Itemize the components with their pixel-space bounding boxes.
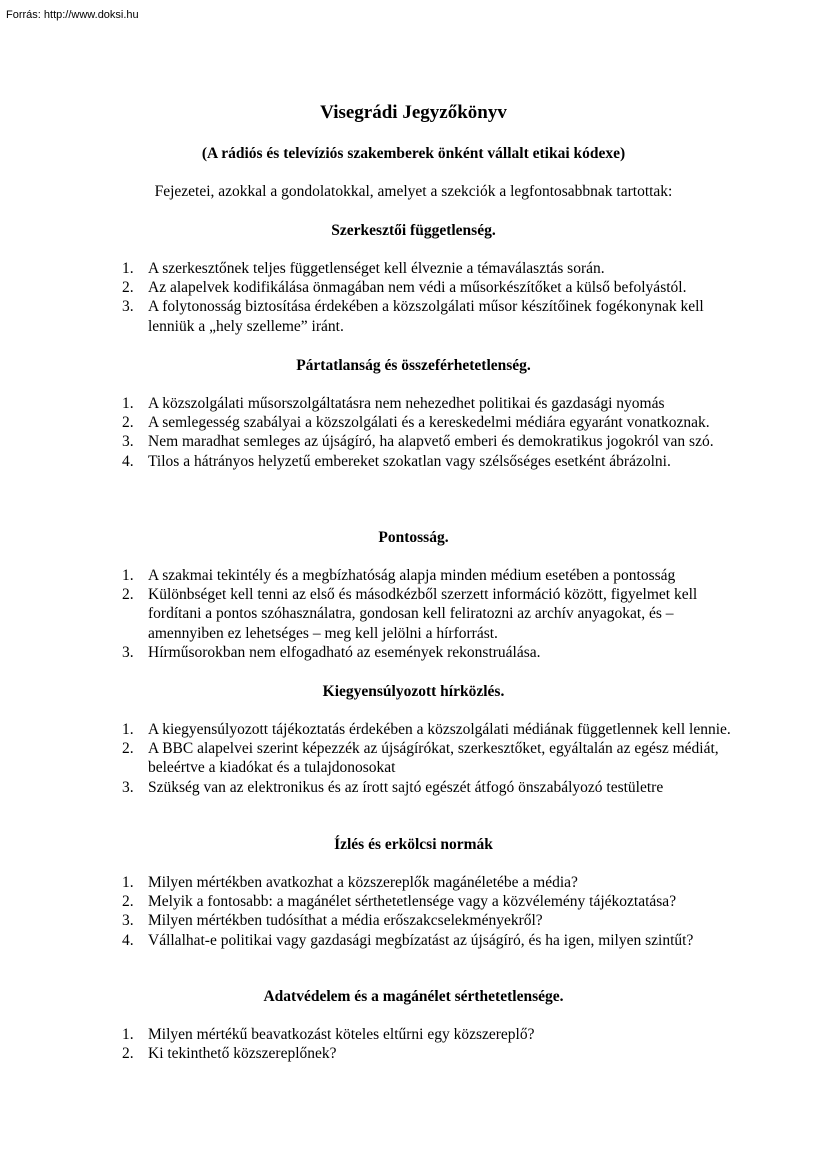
list-item <box>0 911 827 930</box>
item-number: 2. <box>122 586 134 604</box>
item-text: A semlegesség szabályai a közszolgálati és a kereskedelmi médiára egyaránt vonatkoznak. <box>148 414 710 432</box>
item-text: Tilos a hátrányos helyzetű embereket szokatlan vagy szélsőséges esetként ábrázolni. <box>148 452 671 470</box>
numbered-list <box>0 394 827 471</box>
list-item <box>0 452 827 471</box>
item-text: Hírműsorokban nem elfogadható az események rekonstruálása. <box>148 643 541 661</box>
section-impartiality <box>0 356 827 470</box>
item-number: 2. <box>122 414 134 432</box>
item-number: 1. <box>122 260 134 277</box>
list-item <box>0 643 827 662</box>
list-item <box>0 259 827 278</box>
list-item <box>0 432 827 451</box>
item-text: Vállalhat-e politikai vagy gazdasági megbízatást az újságíró, és ha igen, milyen szintűt? <box>148 931 694 949</box>
section-heading: Pártatlanság és összeférhetetlenség. <box>296 357 531 374</box>
item-text: A szerkesztőnek teljes függetlenséget kell élveznie a témaválasztás során. <box>148 260 605 277</box>
item-number: 3. <box>122 643 134 661</box>
numbered-list <box>0 259 827 336</box>
item-number: 1. <box>122 874 134 891</box>
intro-paragraph: Fejezetei, azokkal a gondolatokkal, amelyet a szekciók a legfontosabbnak tartottak: <box>154 183 673 200</box>
item-number: 3. <box>122 912 134 930</box>
item-number: 3. <box>122 298 134 316</box>
list-item <box>0 278 827 297</box>
numbered-list <box>0 720 827 797</box>
item-text: Különbséget kell tenni az első és másodkézből szerzett információ között, figyelmet kell fordítani a pontos szóhasználatra, gondosan kell feliratozni az archív anyagokat, és – amennyiben ez lehetséges – meg kell jelölni a hírforrást. <box>148 586 698 642</box>
section-heading: Ízlés és erkölcsi normák <box>334 836 493 853</box>
item-number: 4. <box>122 452 134 470</box>
item-number: 2. <box>122 893 134 911</box>
item-number: 3. <box>122 778 134 796</box>
section-taste-and-morals <box>0 835 827 949</box>
list-item <box>0 394 827 413</box>
list-item <box>0 720 827 739</box>
item-number: 2. <box>122 740 134 758</box>
list-item <box>0 873 827 892</box>
item-text: Az alapelvek kodifikálása önmagában nem védi a műsorkészítőket a külső befolyástól. <box>148 279 687 297</box>
numbered-list <box>0 1025 827 1063</box>
item-number: 1. <box>122 567 134 584</box>
list-item <box>0 778 827 797</box>
list-item <box>0 892 827 911</box>
section-privacy <box>0 987 827 1063</box>
item-text: A BBC alapelvei szerint képezzék az újságírókat, szerkesztőket, egyáltalán az egész médiát, beleértve a kiadókat és a tulajdonosokat <box>148 740 719 777</box>
item-text: Nem maradhat semleges az újságíró, ha alapvető emberi és demokratikus jogokról van szó. <box>148 433 714 451</box>
item-number: 1. <box>122 1026 134 1043</box>
item-number: 3. <box>122 433 134 451</box>
section-accuracy <box>0 528 827 661</box>
section-heading: Pontosság. <box>378 529 449 546</box>
source-url: Forrás: http://www.doksi.hu <box>6 9 139 21</box>
numbered-list <box>0 566 827 662</box>
item-number: 1. <box>122 395 134 412</box>
item-text: A közszolgálati műsorszolgáltatásra nem nehezedhet politikai és gazdasági nyomás <box>148 395 665 412</box>
numbered-list <box>0 873 827 950</box>
list-item <box>0 297 827 335</box>
list-item <box>0 566 827 585</box>
item-number: 4. <box>122 931 134 949</box>
item-number: 2. <box>122 279 134 297</box>
section-heading: Szerkesztői függetlenség. <box>331 222 496 239</box>
item-number: 1. <box>122 721 134 738</box>
list-item <box>0 739 827 777</box>
list-item <box>0 413 827 432</box>
list-item <box>0 585 827 643</box>
item-text: A folytonosság biztosítása érdekében a közszolgálati műsor készítőinek fogékonynak kell lenniük a „hely szelleme” iránt. <box>148 298 704 335</box>
document-subtitle: (A rádiós és televíziós szakemberek önként vállalt etikai kódexe) <box>201 145 626 162</box>
document-title: Visegrádi Jegyzőkönyv <box>320 102 507 123</box>
item-text: Szükség van az elektronikus és az írott sajtó egészét átfogó önszabályozó testületre <box>148 778 664 796</box>
section-editorial-independence <box>0 221 827 335</box>
item-text: Ki tekinthető közszereplőnek? <box>148 1045 337 1063</box>
list-item <box>0 931 827 950</box>
item-number: 2. <box>122 1045 134 1063</box>
item-text: A szakmai tekintély és a megbízhatóság alapja minden médium esetében a pontosság <box>148 567 676 584</box>
item-text: Milyen mértékű beavatkozást köteles eltűrni egy közszereplő? <box>148 1026 535 1043</box>
list-item <box>0 1025 827 1044</box>
section-heading: Adatvédelem és a magánélet sérthetetlensége. <box>263 988 564 1005</box>
section-balanced-reporting <box>0 682 827 796</box>
list-item <box>0 1044 827 1063</box>
item-text: A kiegyensúlyozott tájékoztatás érdekében a közszolgálati médiának függetlennek kell lennie. <box>148 721 731 738</box>
item-text: Milyen mértékben tudósíthat a média erőszakcselekményekről? <box>148 912 543 930</box>
item-text: Milyen mértékben avatkozhat a közszereplők magánéletébe a média? <box>148 874 578 891</box>
section-heading: Kiegyensúlyozott hírközlés. <box>322 683 505 700</box>
item-text: Melyik a fontosabb: a magánélet sérthetetlensége vagy a közvélemény tájékoztatása? <box>148 893 677 911</box>
